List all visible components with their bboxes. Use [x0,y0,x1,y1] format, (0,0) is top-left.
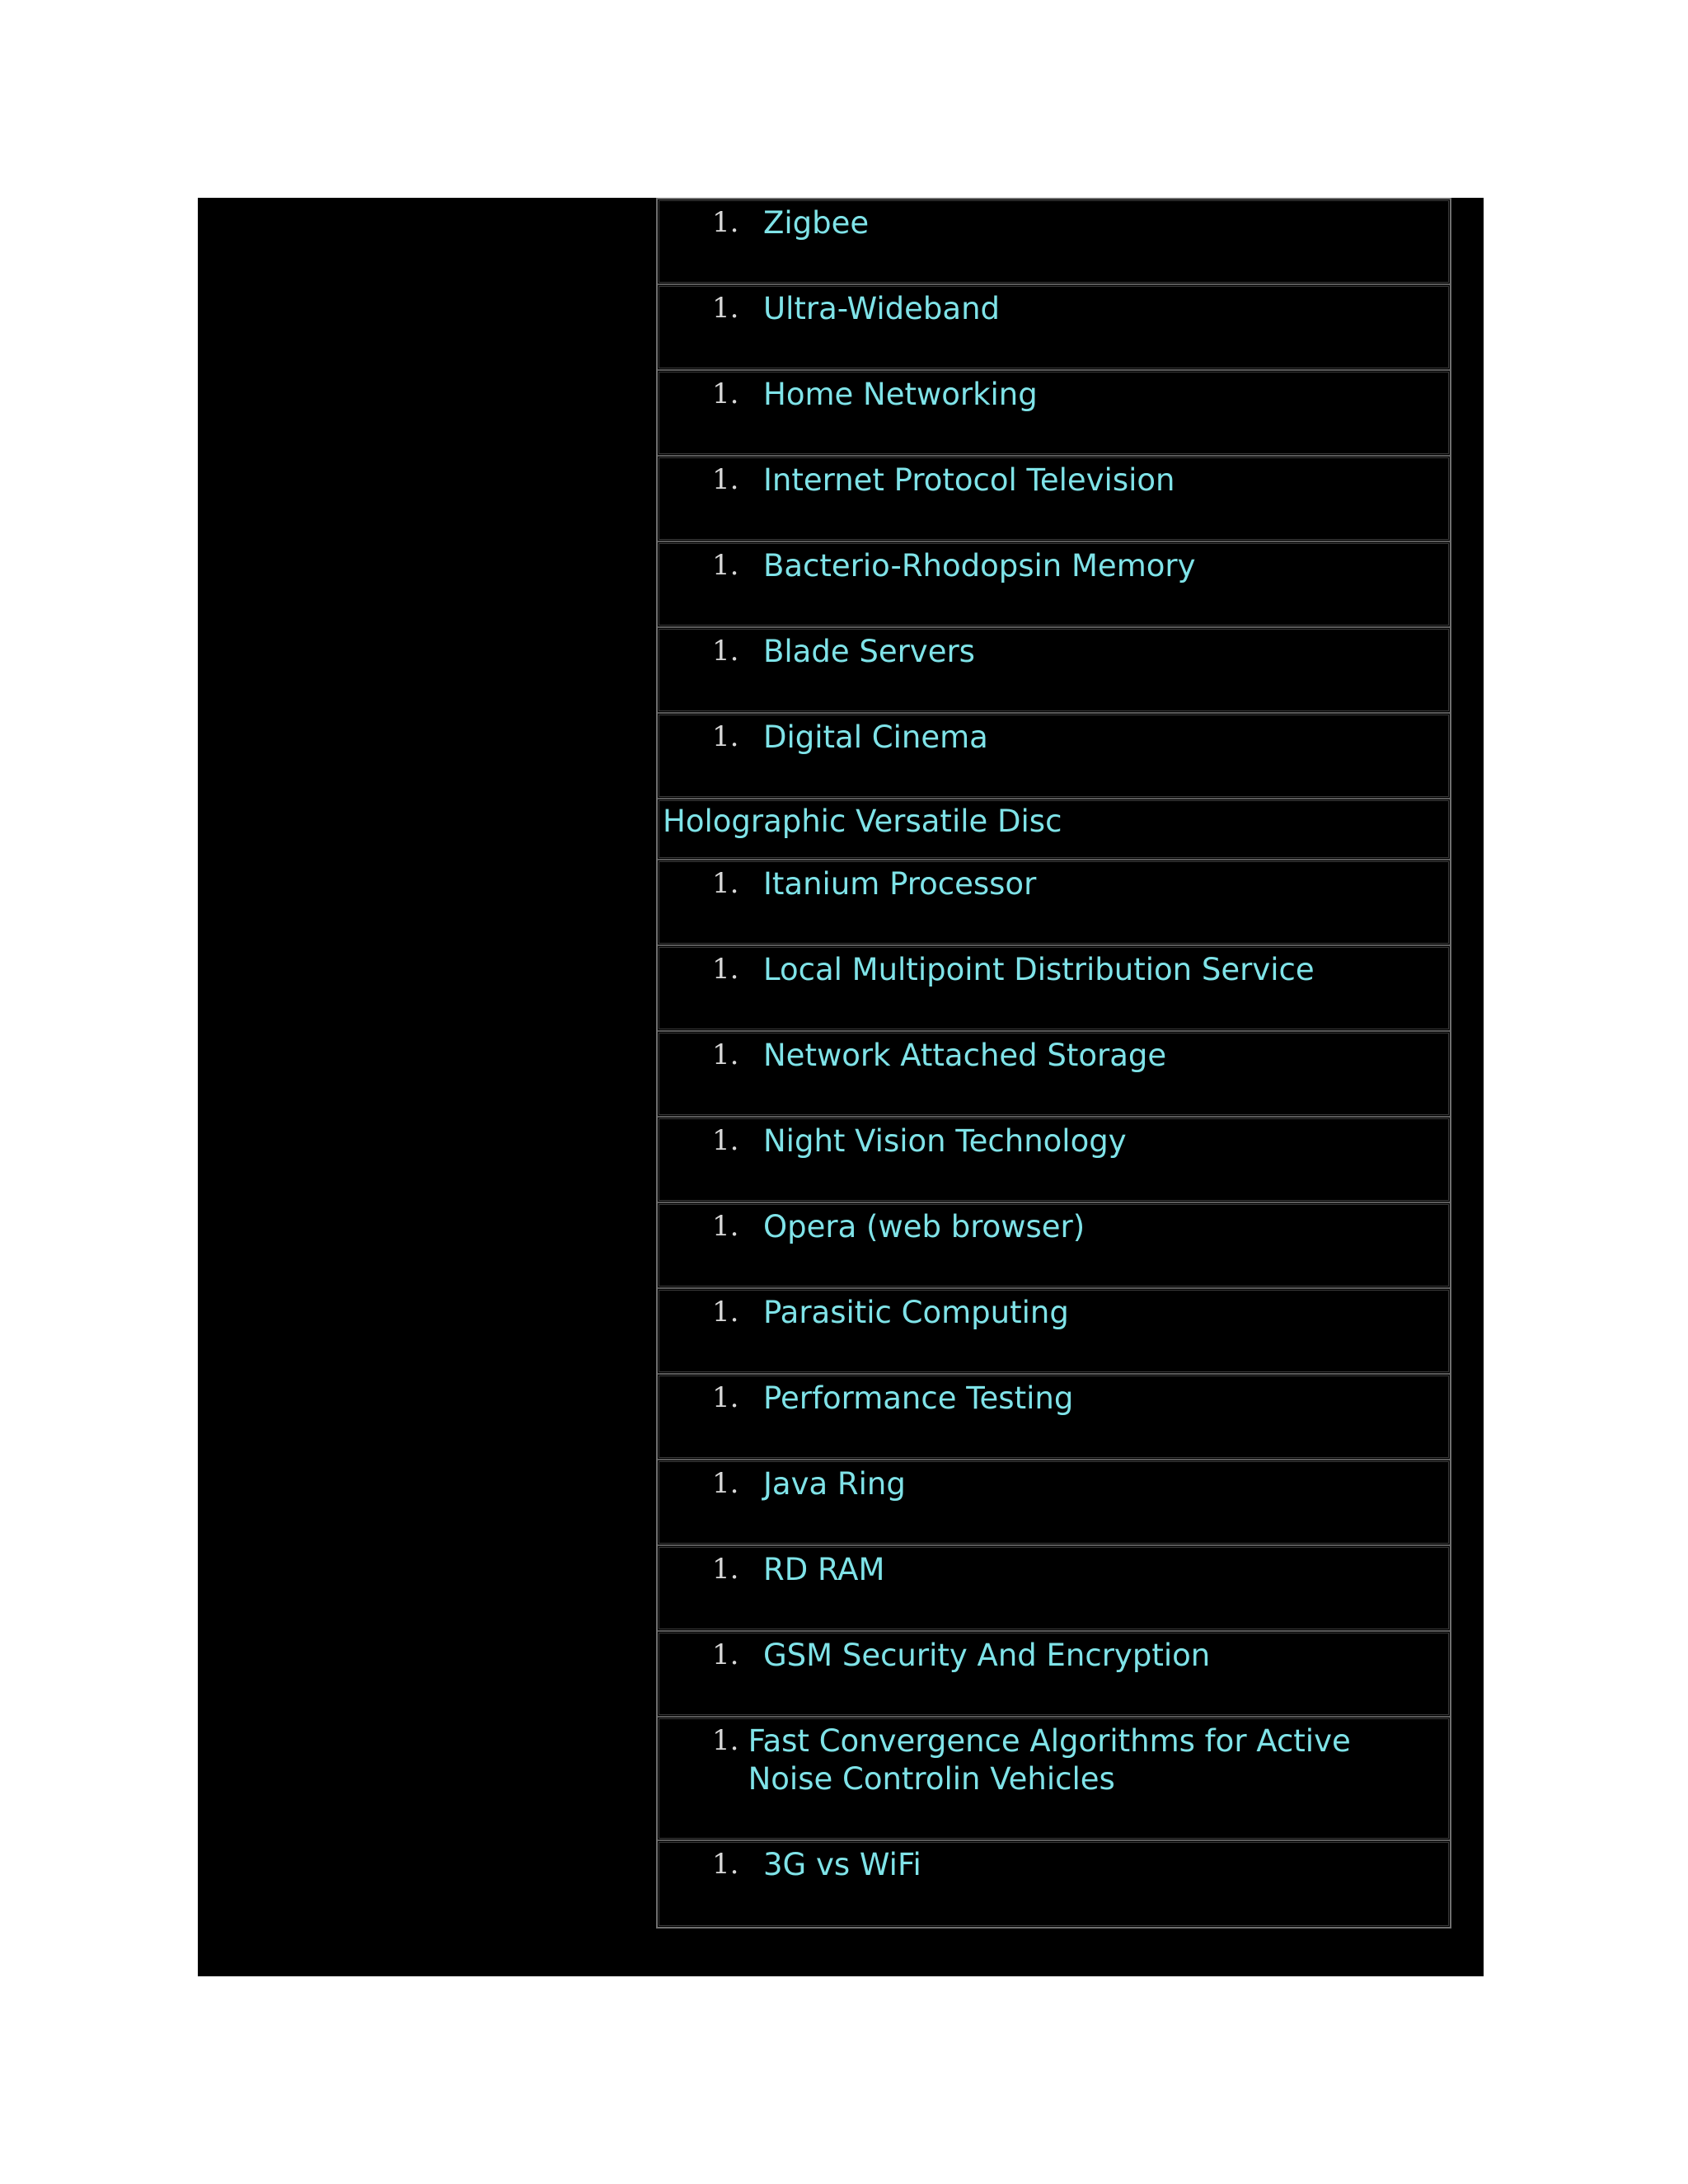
list-item-text: Itanium Processor [763,866,1037,902]
list-item-text: Holographic Versatile Disc [663,804,1062,839]
list-number: 1. [712,720,739,753]
list-number: 1. [712,463,739,496]
list-number: 1. [712,1038,739,1071]
list-item [658,1375,1450,1460]
list-item [658,1118,1450,1203]
list-number: 1. [712,1296,739,1329]
topic-list-table [656,198,1451,1929]
list-number: 1. [712,867,739,900]
list-number: 1. [712,1467,739,1500]
list-item-text: RD RAM [763,1552,885,1587]
list-item-text: Home Networking [763,377,1038,412]
list-item [658,946,1450,1032]
list-item-text: Java Ring [763,1466,906,1502]
list-number: 1. [712,1724,739,1757]
list-item [658,285,1450,371]
list-number: 1. [712,1848,739,1881]
list-item [658,628,1450,714]
list-item [658,714,1450,799]
list-number: 1. [712,377,739,410]
list-item [658,457,1450,542]
list-item-text: Ultra-Wideband [763,291,1001,326]
list-item [658,1289,1450,1375]
list-item-text: Digital Cinema [763,719,988,755]
list-item-text: Local Multipoint Distribution Service [763,952,1315,987]
list-item-text: Performance Testing [763,1380,1074,1416]
list-item-text: Opera (web browser) [763,1209,1085,1244]
list-number: 1. [712,1553,739,1586]
list-number: 1. [712,1638,739,1671]
list-item [658,1203,1450,1289]
document-page [198,198,1484,1976]
list-item-text: Fast Convergence Algorithms for Active Noise Controlin Vehicles [748,1723,1351,1797]
list-item [658,1546,1450,1632]
list-item-text: 3G vs WiFi [763,1847,921,1882]
list-number: 1. [712,1210,739,1243]
list-item [658,1032,1450,1118]
list-item [658,860,1450,946]
list-item-text: Parasitic Computing [763,1295,1069,1330]
list-item [658,1632,1450,1718]
list-number: 1. [712,206,739,239]
list-item-unnumbered [658,799,1450,860]
list-number: 1. [712,549,739,582]
list-item [658,199,1450,285]
list-item-text: Internet Protocol Television [763,462,1175,498]
list-item-text: Network Attached Storage [763,1038,1167,1073]
list-number: 1. [712,292,739,325]
list-item-text: Blade Servers [763,634,975,669]
list-item [658,1460,1450,1546]
list-item-text: GSM Security And Encryption [763,1638,1211,1673]
list-item [658,371,1450,457]
list-number: 1. [712,1124,739,1157]
list-item [658,1841,1450,1927]
list-item-text: Zigbee [763,205,870,241]
list-item-text: Night Vision Technology [763,1123,1127,1159]
list-item [658,1718,1450,1841]
list-number: 1. [712,953,739,986]
list-item [658,542,1450,628]
list-item-text: Bacterio-Rhodopsin Memory [763,548,1196,583]
list-number: 1. [712,1381,739,1414]
list-number: 1. [712,635,739,668]
